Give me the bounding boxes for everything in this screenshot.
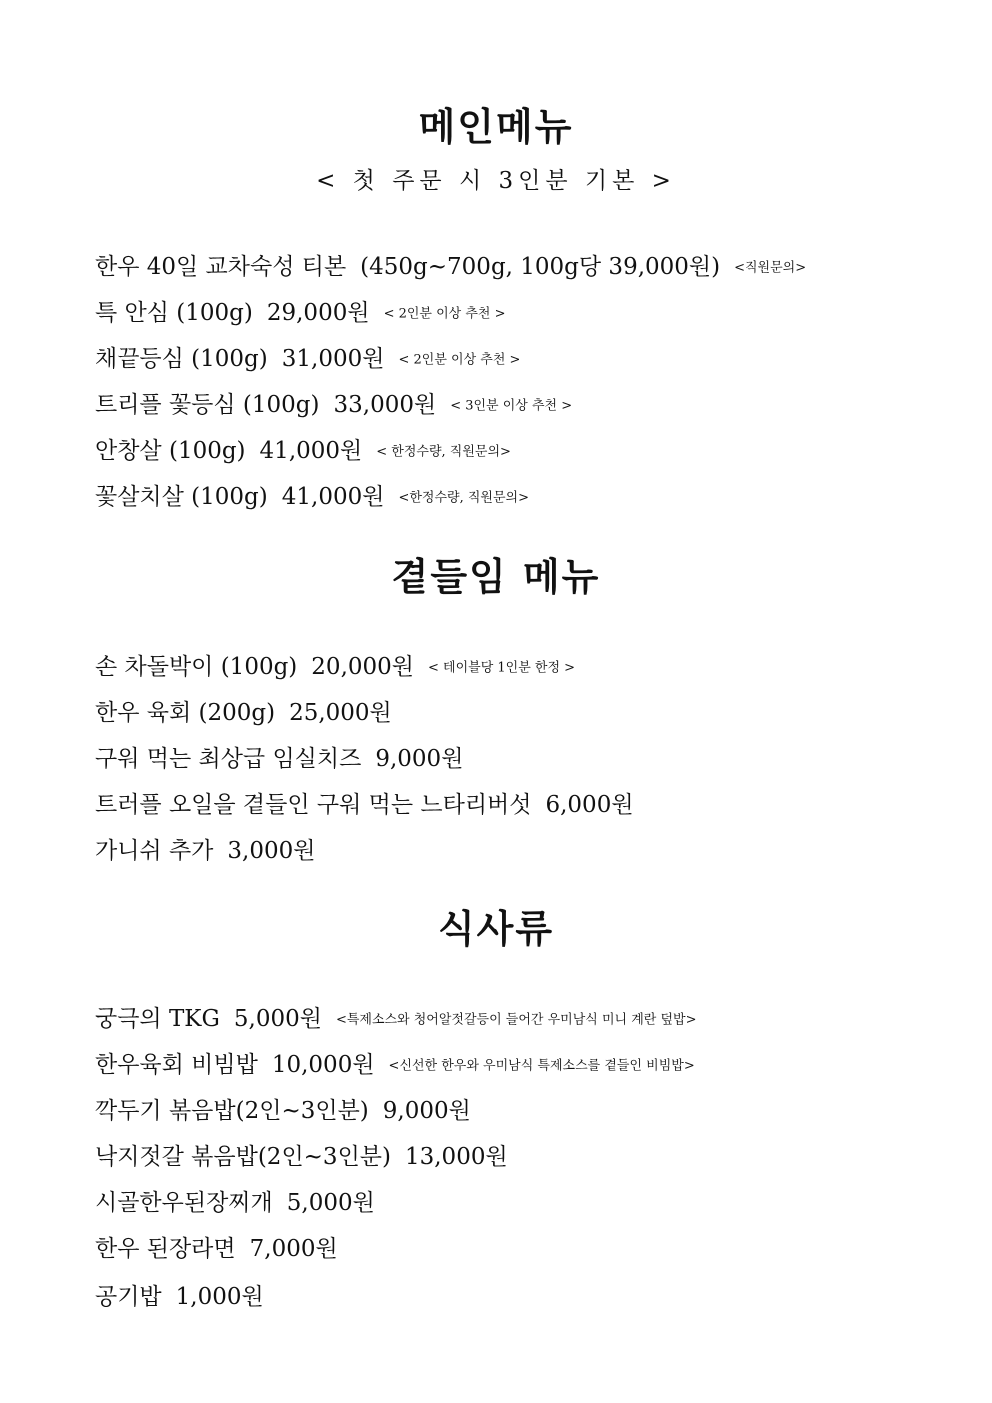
item-note: <직원문의> [734,260,807,276]
item-price: 20,000원 [311,654,414,680]
item-name: 가니쉬 추가 [95,838,214,864]
item-price: 9,000원 [375,746,464,772]
item-price: 33,000원 [333,392,437,418]
item-note: <한정수량, 직원문의> [398,490,529,506]
item-note: < 테이블당 1인분 한정 > [428,660,576,676]
item-price: (450g~700g, 100g당 39,000원) [360,254,721,280]
meal-menu-item [95,1146,522,1169]
item-name: 깍두기 볶음밥(2인~3인분) [95,1098,369,1124]
item-note: <신선한 한우와 우미남식 특제소스를 곁들인 비빔밥> [388,1058,695,1074]
item-price: 13,000원 [404,1144,508,1170]
main-menu-title: 메인메뉴 [418,105,574,149]
item-price: 25,000원 [289,700,392,726]
item-note: < 2인분 이상 추천 > [398,352,521,368]
meal-menu-item [95,1286,278,1309]
meal-menu-item [95,1100,485,1123]
item-name: 한우 된장라면 [95,1236,236,1262]
meal-menu-item [95,1192,389,1215]
item-price: 6,000원 [545,792,634,818]
item-name: 트러플 오일을 곁들인 구워 먹는 느타리버섯 [95,792,532,818]
item-name: 구워 먹는 최상급 임실치즈 [95,746,362,772]
item-price: 10,000원 [271,1052,375,1078]
meal-menu-title: 식사류 [437,907,555,951]
side-menu-item [95,748,477,771]
item-note: < 한정수량, 직원문의> [376,444,511,460]
item-name: 특 안심 (100g) [95,300,253,326]
item-name: 한우육회 비빔밥 [95,1052,258,1078]
item-note: < 2인분 이상 추천 > [383,306,506,322]
item-price: 1,000원 [175,1284,264,1310]
item-name: 한우 육회 (200g) [95,700,276,726]
item-price: 31,000원 [281,346,385,372]
item-price: 5,000원 [286,1190,375,1216]
item-name: 손 차돌박이 (100g) [95,654,298,680]
side-menu-item [95,794,648,817]
main-menu-item [95,440,511,463]
item-price: 7,000원 [249,1236,338,1262]
main-menu-item [95,486,529,509]
main-menu-item [95,302,506,325]
item-price: 41,000원 [281,484,385,510]
side-menu-item [95,702,406,725]
item-price: 9,000원 [382,1098,471,1124]
main-menu-subtitle: < 첫 주문 시 3인분 기본 > [316,168,676,194]
main-menu-item [95,394,572,417]
item-name: 안창살 (100g) [95,438,246,464]
item-note: < 3인분 이상 추천 > [450,398,573,414]
item-price: 29,000원 [266,300,370,326]
side-menu-item [95,656,575,679]
item-name: 트리플 꽃등심 (100g) [95,392,320,418]
item-name: 궁극의 TKG [95,1006,220,1032]
item-price: 5,000원 [233,1006,322,1032]
item-name: 한우 40일 교차숙성 티본 [95,254,347,280]
item-name: 공기밥 [95,1284,162,1310]
item-note: <특제소스와 청어알젓갈등이 들어간 우미남식 미니 계란 덮밥> [335,1012,697,1028]
item-name: 채끝등심 (100g) [95,346,268,372]
item-name: 시골한우된장찌개 [95,1190,273,1216]
main-menu-item [95,348,520,371]
item-name: 꽃살치살 (100g) [95,484,268,510]
meal-menu-item [95,1238,352,1261]
meal-menu-item [95,1008,696,1031]
item-name: 낙지젓갈 볶음밥(2인~3인분) [95,1144,391,1170]
meal-menu-item [95,1054,695,1077]
side-menu-title: 곁들임 메뉴 [391,555,601,599]
side-menu-item [95,840,329,863]
item-price: 3,000원 [227,838,316,864]
item-price: 41,000원 [259,438,363,464]
main-menu-item [95,256,806,279]
